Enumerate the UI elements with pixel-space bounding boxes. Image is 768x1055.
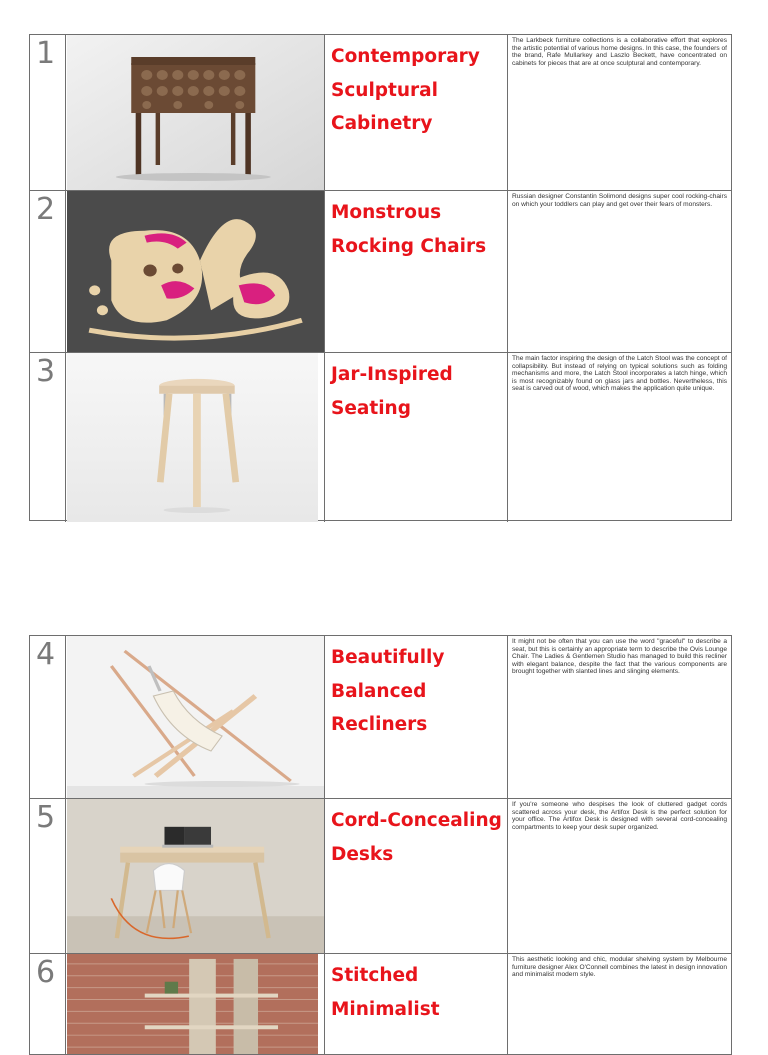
image-cell — [66, 799, 325, 953]
row-number: 5 — [36, 800, 56, 835]
table-row — [30, 798, 731, 953]
article-title: Jar-Inspired Seating — [331, 364, 453, 419]
article-title: Monstrous Rocking Chairs — [331, 202, 487, 257]
number-cell — [30, 35, 66, 190]
article-description: The main factor inspiring the design of the Latch Stool was the concept of collapsibility. But instead of relying on typical solutions such as folding mechanisms and more, the Latch Stool incorporates a latch hinge, which is most recognizably found on glass jars and bottles. Nevertheless, this seat is carved out of wood, which makes the application quite unique. — [512, 355, 727, 393]
number-cell — [30, 799, 66, 953]
number-cell — [30, 353, 66, 522]
article-description: Russian designer Constantin Solimond designs super cool rocking-chairs on which your toddlers can play and get over their fears of monsters. — [512, 193, 727, 208]
article-description: It might not be often that you can use the word "graceful" to describe a seat, but this is certainly an appropriate term to describe the Ovis Lounge Chair. The Ladies & Gentlemen Studio has managed to build this recliner with elegant balance, despite the fact that the various components are brought together with slanted lines and slinging elements. — [512, 638, 727, 676]
table-row — [30, 953, 731, 1054]
row-number: 2 — [36, 192, 56, 227]
article-title: Beautifully Balanced Recliners — [331, 647, 445, 735]
article-table-2 — [29, 635, 732, 1055]
rocking-chair-photo — [67, 191, 324, 352]
cabinet-photo — [67, 35, 324, 190]
stool-photo — [67, 353, 318, 522]
article-description: If you're someone who despises the look of cluttered gadget cords scattered across your desk, the Artifox Desk is the perfect solution for your office. The Artifox Desk is designed with several cord-concealing compartments to keep your desk super organized. — [512, 801, 727, 831]
image-cell — [66, 35, 325, 190]
number-cell — [30, 636, 66, 798]
shelving-photo — [67, 954, 318, 1054]
article-table-1 — [29, 34, 732, 521]
row-number: 6 — [36, 955, 56, 990]
article-title: Cord-Concealing Desks — [331, 810, 502, 865]
desk-photo — [67, 799, 324, 953]
number-cell — [30, 191, 66, 352]
article-title: Contemporary Sculptural Cabinetry — [331, 46, 480, 134]
number-cell — [30, 954, 66, 1054]
image-cell — [66, 191, 325, 352]
table-row — [30, 352, 731, 522]
image-cell — [66, 353, 325, 522]
article-description: This aesthetic looking and chic, modular shelving system by Melbourne furniture designer Alex O'Connell combines the latest in design innovation and minimalist modern style. — [512, 956, 727, 979]
image-cell — [66, 954, 325, 1054]
article-title: Stitched Minimalist — [331, 965, 440, 1020]
table-row — [30, 190, 731, 352]
recliner-photo — [67, 636, 324, 798]
row-number: 1 — [36, 36, 56, 71]
table-row — [30, 636, 731, 798]
row-number: 4 — [36, 637, 56, 672]
row-number: 3 — [36, 354, 56, 389]
image-cell — [66, 636, 325, 798]
table-row — [30, 35, 731, 190]
article-description: The Larkbeck furniture collections is a collaborative effort that explores the artistic potential of various home designs. In this case, the founders of the brand, Rafe Mullarkey and Laszlo Beckett, have concentrated on cabinets for pieces that are at once sculptural and contemporary. — [512, 37, 727, 67]
